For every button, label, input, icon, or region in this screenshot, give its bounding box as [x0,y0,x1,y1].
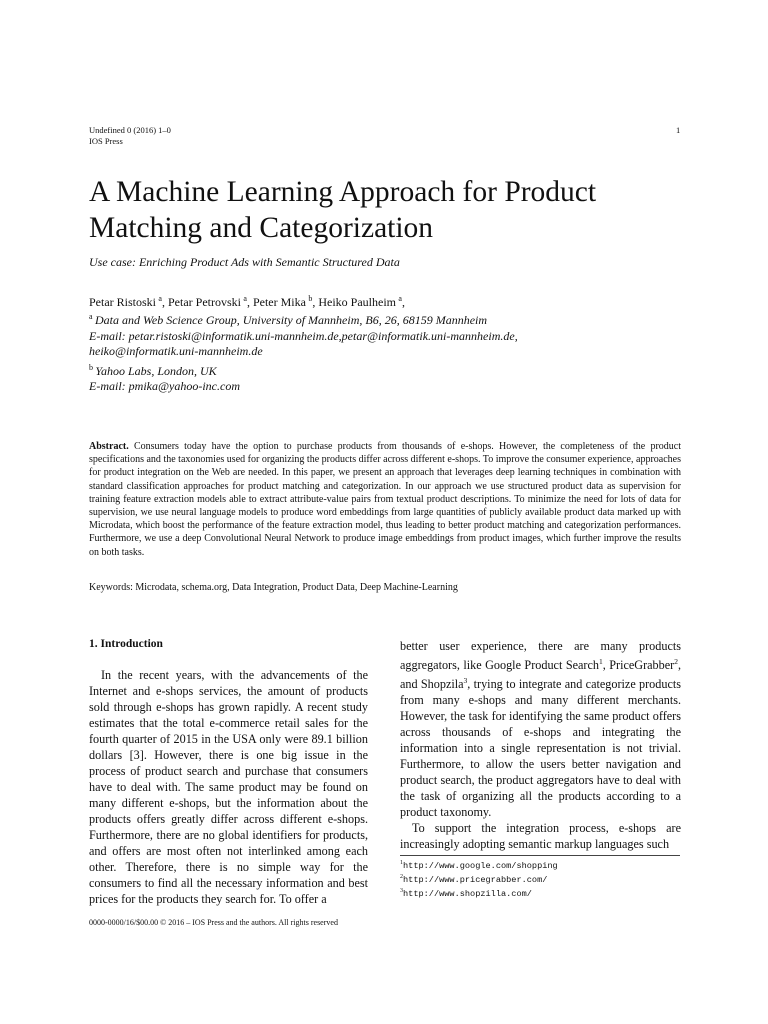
affil-text: Yahoo Labs, London, UK [95,363,217,378]
author-name: Petar Ristoski [89,295,157,309]
footnote-ref: 2 [674,657,678,666]
author-affil-mark: b [308,294,313,303]
abstract-label: Abstract. [89,441,129,452]
affil-email: E-mail: petar.ristoski@informatik.uni-mannheim.de,petar@informatik.uni-mannheim.de, [89,328,518,343]
affil-email: E-mail: pmika@yahoo-inc.com [89,379,240,394]
keywords: Keywords: Microdata, schema.org, Data Integration, Product Data, Deep Machine-Learning [89,582,458,593]
footnote: $^1$http://www.google.com/shopping [400,860,558,871]
footnote: $^3$http://www.shopzilla.com/ [400,887,532,899]
copyright-line: 0000-0000/16/$00.00 © 2016 – IOS Press and the authors. All rights reserved [89,918,338,927]
journal-line: Undefined 0 (2016) 1–0 [89,125,171,135]
affil-mark: b [89,362,93,372]
paper-title: A Machine Learning Approach for Product Matching and Categorization [89,176,597,244]
footnote-ref: 3 [463,676,468,686]
section-heading: 1. Introduction [89,638,163,650]
paper-subtitle: Use case: Enriching Product Ads with Semantic Structured Data [89,255,400,269]
author-name: Peter Mika [252,295,306,309]
footnote: $^2$http://www.pricegrabber.com/ [400,873,548,885]
affil-text: Data and Web Science Group, University of Mannheim, B6, 26, 68159 Mannheim [94,313,488,327]
footnotes [400,858,558,900]
paragraph: better user experience, there are many products aggregators, like Google Product Search$^1$, PriceGrabber$^2$, and Shopzila$^3$, trying to integrate and categorize products from many e-shops and many different merchants. However, the task for identifying the same product offers across thousands of e-shops and integrating the information into a single representation is not trivial. Furthermore, to allow the users better navigation and product search, the product aggregators have to deal with the task of organizing all the products according to a product taxonomy. [400,639,682,820]
author-affil-mark: a [158,294,162,303]
author-affil-mark: a [398,294,402,303]
affiliations [89,309,689,395]
author-list: Petar Ristoski $^a$, Petar Petrovski $^a$, Peter Mika $^b$, Heiko Paulheim $^a$, [89,294,405,309]
abstract-text: Consumers today have the option to purchase products from thousands of e-shops. However, the completeness of the product specifications and the taxonomies used for organizing the products differ across different e-shops. To improve the consumer experience, approaches for product integration on the Web are needed. In this paper, we present an approach that leverages deep learning techniques in combination with standard classification approaches for product matching and categorization. In our approach we use structured product data as supervision for training feature extraction models able to extract attribute-value pairs from textual product descriptions. To minimize the need for lots of data for supervision, we use neural language models to produce word embeddings from large quantities of publicly available product data marked up with Microdata, which boost the performance of the feature extraction model, thus leading to better product matching and categorization performances. Furthermore, we use a deep Convolutional Neural Network to produce image embeddings from product images, which further improve the results on both tasks. [89,441,682,558]
running-header [89,125,171,147]
affil-email: heiko@informatik.uni-mannheim.de [89,344,263,359]
paragraph: In the recent years, with the advancements of the Internet and e-shops services, the amount of products sold through e-shops has grown rapidly. A recent study estimates that the total e-commerce retail sales for the fourth quarter of 2015 in the USA only were 89.1 billion dollars [3]. However, there is one big issue in the process of product search and purchase that consumers have to deal with. The same product may be found on many different e-shops, but the information about the products offers greatly differ across different e-shops. Furthermore, there are no global identifiers for products, and offers are most often not interlinked among each other. Therefore, there is no simple way for the consumers to find all the necessary information and best prices for the products they search for. To offer a [89,668,368,906]
column-left [89,667,368,907]
author-affil-mark: a [243,294,247,303]
footnote-rule [400,855,680,856]
author-name: Petar Petrovski [167,295,241,309]
author-name: Heiko Paulheim [318,295,397,309]
affil-mark: a [89,312,93,321]
abstract [89,440,681,559]
footnote-ref: 1 [598,657,603,666]
page-number: 1 [676,125,681,135]
publisher: IOS Press [89,136,123,146]
paragraph: To support the integration process, e-shops are increasingly adopting semantic markup languages such [400,821,681,852]
column-right [400,638,681,852]
